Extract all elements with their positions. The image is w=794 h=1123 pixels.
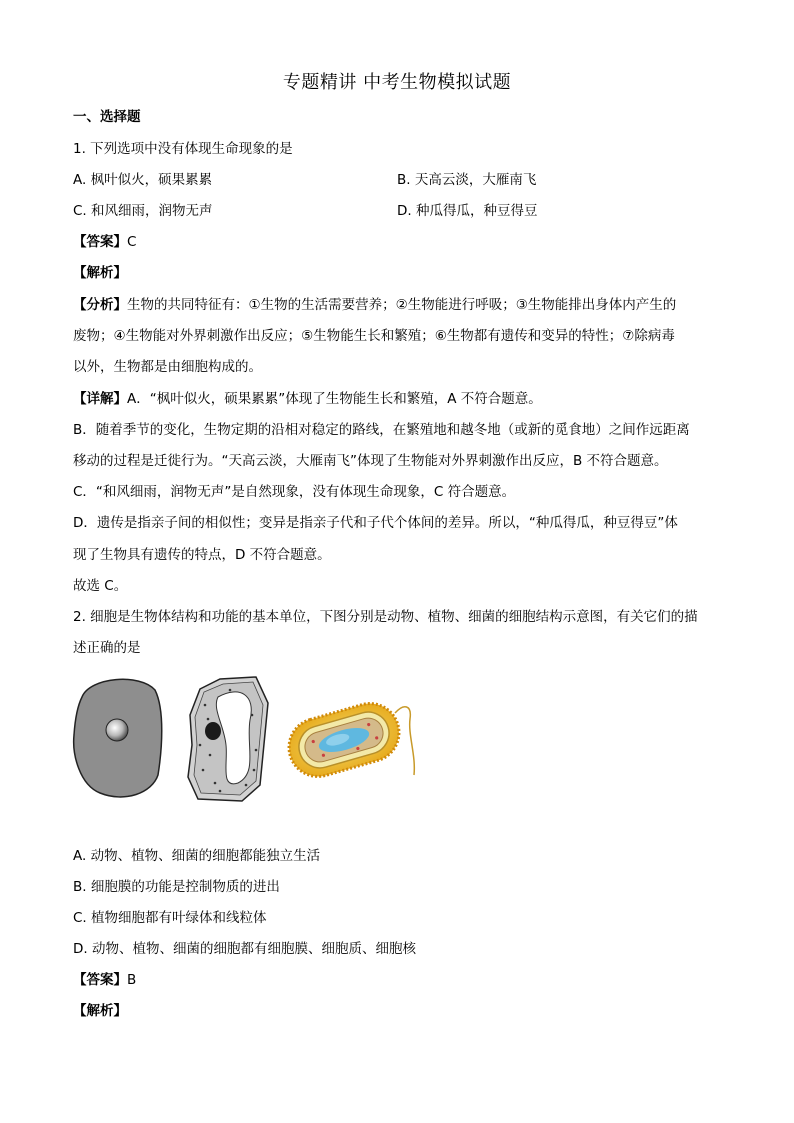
section-heading: 一、选择题	[73, 109, 141, 125]
cell-diagrams	[70, 675, 420, 805]
q1-xiangjie-line-1	[73, 390, 542, 408]
question-2-stem-line-2: 述正确的是	[73, 640, 141, 656]
q1-xiangjie-line-2: B．随着季节的变化，生物定期的沿相对稳定的路线，在繁殖地和越冬地（或新的觅食地）之间作远距离	[73, 422, 690, 438]
xiangjie-tag: 【详解】	[73, 391, 127, 407]
q1-fenxi-line-3: 以外，生物都是由细胞构成的。	[73, 359, 262, 375]
q1-xiangjie-line-6: 现了生物具有遗传的特点，D 不符合题意。	[73, 547, 331, 563]
q1-option-d: D. 种瓜得瓜，种豆得豆	[397, 203, 538, 219]
q1-option-b: B. 天高云淡，大雁南飞	[397, 172, 537, 188]
q1-xiangjie-line-4: C．“和风细雨，润物无声”是自然现象，没有体现生命现象，C 符合题意。	[73, 484, 516, 500]
animal-cell-image	[74, 679, 162, 797]
q1-answer	[73, 233, 136, 251]
q2-option-d: D. 动物、植物、细菌的细胞都有细胞膜、细胞质、细胞核	[73, 941, 416, 957]
q1-fenxi-line-2: 废物；④生物能对外界刺激作出反应；⑤生物能生长和繁殖；⑥生物都有遗传和变异的特性；⑦除病毒	[73, 328, 675, 344]
fenxi-text: 生物的共同特征有：①生物的生活需要营养；②生物能进行呼吸；③生物能排出身体内产生的	[127, 297, 677, 313]
q1-option-c: C. 和风细雨，润物无声	[73, 203, 213, 219]
q2-analysis-tag: 【解析】	[73, 1003, 127, 1019]
answer-value: B	[127, 972, 137, 988]
page-title: 专题精讲 中考生物模拟试题	[282, 72, 512, 93]
question-1-stem: 1. 下列选项中没有体现生命现象的是	[73, 141, 293, 157]
answer-value: C	[127, 234, 137, 250]
answer-tag: 【答案】	[73, 972, 127, 988]
q1-xiangjie-line-3: 移动的过程是迁徙行为。“天高云淡，大雁南飞”体现了生物能对外界刺激作出反应，B 不符合题意。	[73, 453, 668, 469]
question-2-stem-line-1: 2. 细胞是生物体结构和功能的基本单位，下图分别是动物、植物、细菌的细胞结构示意图，有关它们的描	[73, 609, 698, 625]
answer-tag: 【答案】	[73, 234, 127, 250]
q2-option-c: C. 植物细胞都有叶绿体和线粒体	[73, 910, 267, 926]
q1-conclusion: 故选 C。	[73, 578, 128, 594]
bacterium-image	[282, 697, 414, 784]
q2-answer	[73, 971, 136, 989]
q1-analysis-tag: 【解析】	[73, 265, 127, 281]
fenxi-tag: 【分析】	[73, 297, 127, 313]
q2-option-a: A. 动物、植物、细菌的细胞都能独立生活	[73, 848, 321, 864]
plant-cell-image	[188, 677, 268, 801]
q2-option-b: B. 细胞膜的功能是控制物质的进出	[73, 879, 280, 895]
xiangjie-text: A．“枫叶似火，硕果累累”体现了生物能生长和繁殖，A 不符合题意。	[127, 391, 542, 407]
q1-option-a: A. 枫叶似火，硕果累累	[73, 172, 213, 188]
q1-xiangjie-line-5: D．遗传是指亲子间的相似性；变异是指亲子代和子代个体间的差异。所以，“种瓜得瓜，种豆得豆”体	[73, 515, 678, 531]
q1-fenxi-line-1	[73, 296, 676, 314]
